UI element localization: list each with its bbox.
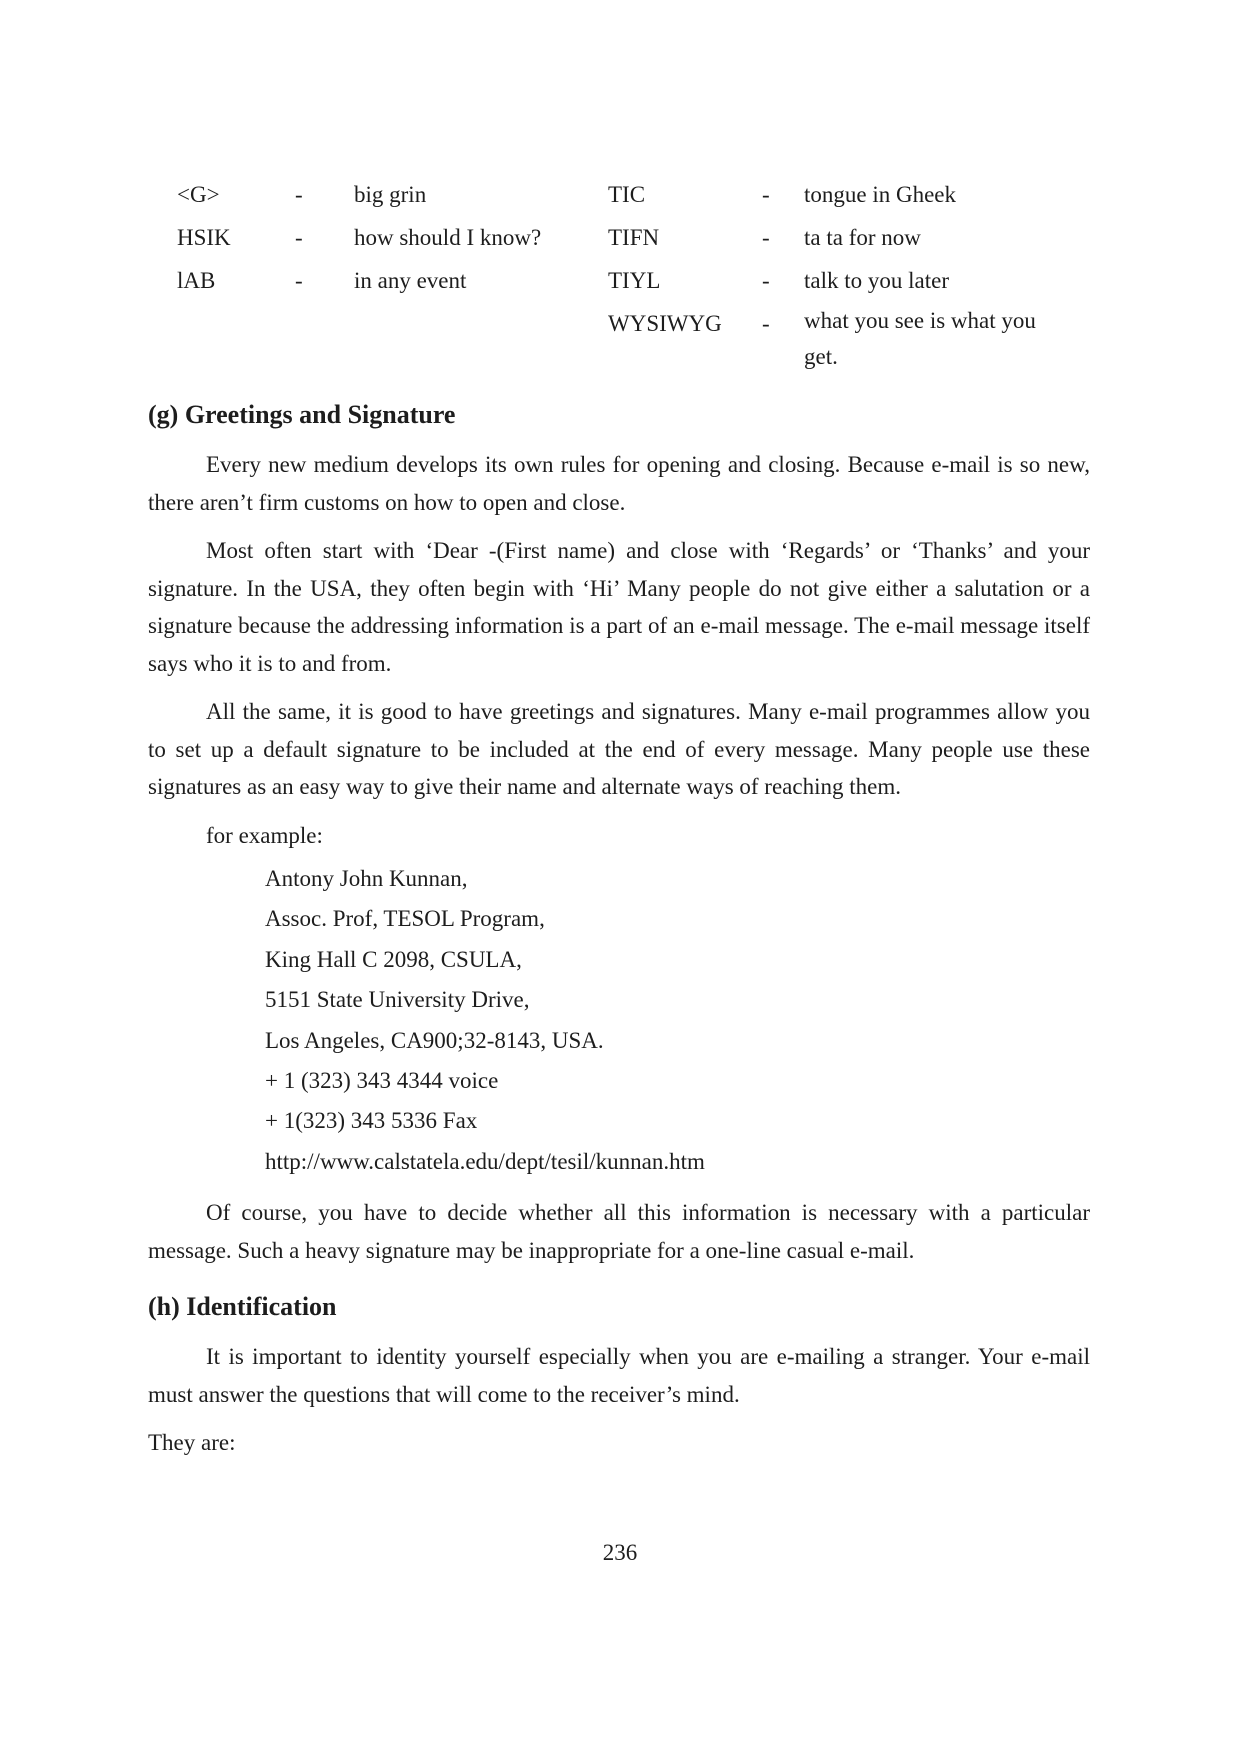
- abbreviation-meaning: what you see is what you get.: [804, 308, 1036, 369]
- paragraph: Every new medium develops its own rules for opening and closing. Because e-mail is so new, there aren’t firm customs on how to open and close.: [148, 452, 1090, 515]
- abbreviation-term: TIC: [608, 182, 646, 207]
- abbreviation-meaning: ta ta for now: [804, 225, 921, 250]
- abbreviation-row: [177, 225, 1077, 268]
- section-heading-greetings: (g) Greetings and Signature: [148, 400, 456, 429]
- abbreviation-dash: -: [762, 311, 770, 336]
- abbreviation-meaning: big grin: [354, 182, 427, 207]
- abbreviation-meaning: in any event: [354, 268, 467, 293]
- paragraph: It is important to identity yourself especially when you are e-mailing a stranger. Your e-mail must answer the questions that will come to the receiver’s mind.: [148, 1344, 1090, 1407]
- body-content: [148, 395, 1090, 1473]
- abbreviation-dash: -: [295, 182, 303, 207]
- abbreviation-term: HSIK: [177, 225, 231, 250]
- abbreviation-term: WYSIWYG: [608, 311, 722, 336]
- abbreviation-term: <G>: [177, 182, 220, 207]
- abbreviation-term: lAB: [177, 268, 216, 293]
- abbreviation-dash: -: [762, 182, 770, 207]
- abbreviation-term: TIYL: [608, 268, 661, 293]
- abbreviation-row: [177, 308, 1077, 369]
- abbreviation-dash: -: [762, 268, 770, 293]
- abbreviation-dash: -: [295, 225, 303, 250]
- signature-block: [265, 859, 1090, 1182]
- abbreviation-term: TIFN: [608, 225, 660, 250]
- signature-line: Antony John Kunnan,: [265, 866, 468, 891]
- abbreviation-table: [177, 182, 1077, 369]
- abbreviation-meaning: how should I know?: [354, 225, 542, 250]
- abbreviation-dash: -: [295, 268, 303, 293]
- section-heading-identification: (h) Identification: [148, 1292, 337, 1322]
- signature-line: Assoc. Prof, TESOL Program,: [265, 906, 545, 932]
- paragraph: All the same, it is good to have greetings and signatures. Many e-mail programmes allow you to set up a default signature to be included at the end of every message. Many people use these signatures as an easy way to give their name and alternate ways of reaching them.: [148, 699, 1090, 799]
- abbreviation-meaning: tongue in Gheek: [804, 182, 957, 207]
- paragraph: Of course, you have to decide whether all this information is necessary with a particular message. Such a heavy signature may be inappropriate for a one-line casual e-mail.: [148, 1200, 1090, 1263]
- abbreviation-meaning: talk to you later: [804, 268, 949, 293]
- page-number: 236: [602, 1540, 638, 1565]
- lead-in: They are:: [148, 1430, 236, 1456]
- signature-url: http://www.calstatela.edu/dept/tesil/kunnan.htm: [265, 1148, 705, 1174]
- signature-line: + 1 (323) 343 4344 voice: [265, 1068, 499, 1094]
- paragraph: Most often start with ‘Dear -(First name) and close with ‘Regards’ or ‘Thanks’ and your signature. In the USA, they often begin with ‘Hi’ Many people do not give either a salutation or a signature because the addressing information is a part of an e-mail message. The e-mail message itself says who it is to and from.: [148, 538, 1090, 676]
- signature-line: + 1(323) 343 5336 Fax: [265, 1108, 478, 1134]
- example-label: for example:: [206, 822, 323, 848]
- signature-line: King Hall C 2098, CSULA,: [265, 946, 522, 972]
- signature-line: 5151 State University Drive,: [265, 987, 530, 1013]
- abbreviation-row: [177, 182, 1077, 225]
- abbreviation-dash: -: [762, 225, 770, 250]
- signature-line: Los Angeles, CA900;32-8143, USA.: [265, 1027, 604, 1053]
